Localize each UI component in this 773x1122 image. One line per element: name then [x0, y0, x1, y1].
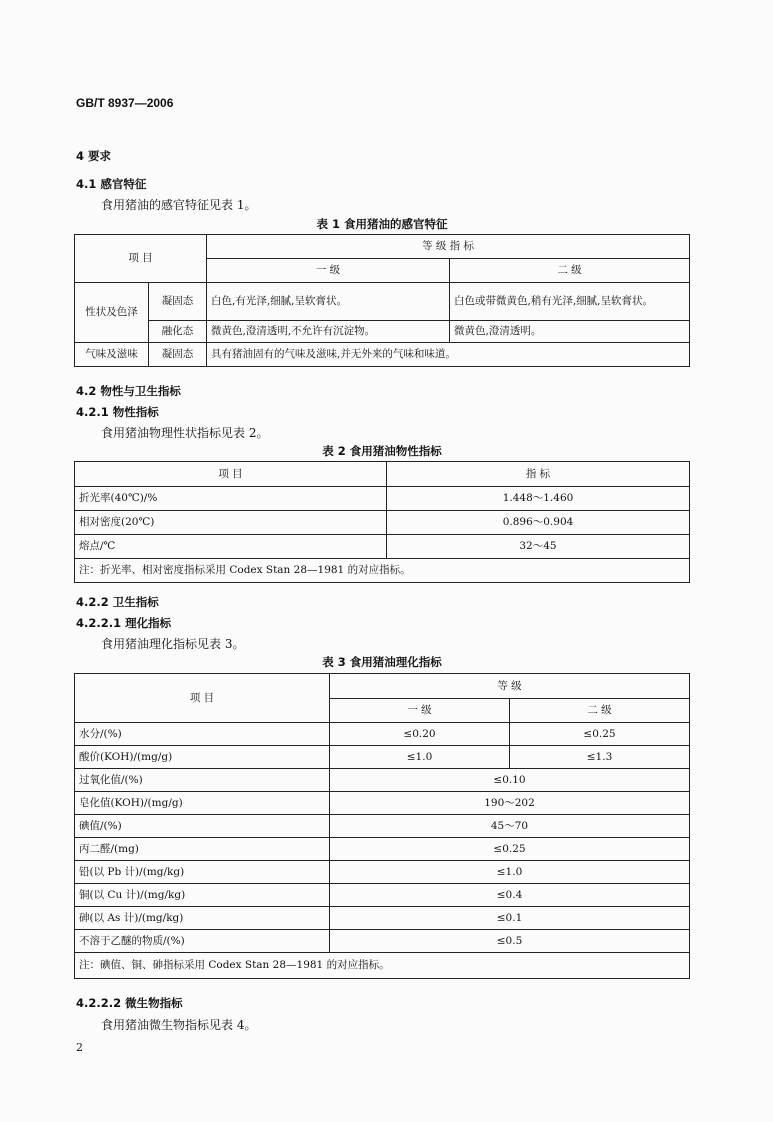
table-1-cell: 白色或带微黄色,稍有光泽,细腻,呈软膏状。 — [450, 283, 690, 321]
table-2-head-item: 项 目 — [75, 462, 387, 487]
table-2-item: 相对密度(20℃) — [75, 511, 387, 535]
table-3-item: 水分/(%) — [75, 723, 330, 746]
section-4-2-2-2-title: 4.2.2.2 微生物指标 — [76, 996, 183, 1010]
table-3-item: 过氧化值/(%) — [75, 769, 330, 792]
table-2-note: 注：折光率、相对密度指标采用 Codex Stan 28—1981 的对应指标。 — [75, 559, 690, 583]
table-1-state: 凝固态 — [149, 283, 207, 321]
table-2-caption: 表 2 食用猪油物性指标 — [322, 444, 442, 458]
table-3-head-grade1: 一 级 — [330, 699, 510, 723]
table-3-value: ≤0.5 — [330, 930, 690, 953]
table-3-value: ≤0.25 — [330, 838, 690, 861]
table-3-item: 不溶于乙醚的物质/(%) — [75, 930, 330, 953]
table-1-state: 融化态 — [149, 321, 207, 343]
section-4-title: 4 要求 — [76, 149, 112, 163]
table-3 — [74, 673, 690, 979]
table-1-state: 凝固态 — [149, 343, 207, 367]
table-2-value: 0.896～0.904 — [387, 511, 690, 535]
page-number: 2 — [76, 1041, 83, 1054]
table-1-caption: 表 1 食用猪油的感官特征 — [316, 217, 448, 231]
table-2-head-value: 指 标 — [387, 462, 690, 487]
section-4-2-1-intro: 食用猪油物理性状指标见表 2。 — [101, 426, 269, 440]
table-1-group-odor: 气味及滋味 — [75, 343, 149, 367]
table-3-value: 45～70 — [330, 815, 690, 838]
table-3-value: ≤0.4 — [330, 884, 690, 907]
table-1-cell: 白色,有光泽,细腻,呈软膏状。 — [207, 283, 450, 321]
table-3-value: ≤1.0 — [330, 746, 510, 769]
table-2-item: 折光率(40℃)/% — [75, 487, 387, 511]
table-3-item: 酸价(KOH)/(mg/g) — [75, 746, 330, 769]
section-4-2-1-title: 4.2.1 物性指标 — [76, 405, 159, 419]
section-4-2-title: 4.2 物性与卫生指标 — [76, 384, 181, 398]
section-4-1-title: 4.1 感官特征 — [76, 177, 147, 191]
table-1-head-grade: 等 级 指 标 — [207, 235, 690, 259]
table-1-head-grade1: 一 级 — [207, 259, 450, 283]
standard-code: GB/T 8937—2006 — [76, 96, 174, 110]
table-1 — [74, 234, 690, 367]
table-2-item: 熔点/℃ — [75, 535, 387, 559]
table-2-value: 1.448～1.460 — [387, 487, 690, 511]
table-3-head-item: 项 目 — [75, 674, 330, 723]
table-3-value: 190～202 — [330, 792, 690, 815]
table-3-value: ≤0.20 — [330, 723, 510, 746]
table-1-group-appearance: 性状及色泽 — [75, 283, 149, 343]
table-3-item: 砷(以 As 计)/(mg/kg) — [75, 907, 330, 930]
table-3-head-grade: 等 级 — [330, 674, 690, 699]
table-2 — [74, 461, 690, 583]
section-4-2-2-title: 4.2.2 卫生指标 — [76, 595, 159, 609]
table-1-cell: 微黄色,澄清透明,不允许有沉淀物。 — [207, 321, 450, 343]
table-1-cell: 具有猪油固有的气味及滋味,并无外来的气味和味道。 — [207, 343, 690, 367]
table-3-head-grade2: 二 级 — [510, 699, 690, 723]
table-3-item: 铜(以 Cu 计)/(mg/kg) — [75, 884, 330, 907]
table-3-item: 丙二醛/(mg) — [75, 838, 330, 861]
table-1-head-grade2: 二 级 — [450, 259, 690, 283]
table-1-head-item: 项 目 — [75, 235, 207, 283]
table-3-value: ≤0.25 — [510, 723, 690, 746]
table-3-item: 碘值/(%) — [75, 815, 330, 838]
table-3-item: 皂化值(KOH)/(mg/g) — [75, 792, 330, 815]
table-2-value: 32～45 — [387, 535, 690, 559]
table-3-caption: 表 3 食用猪油理化指标 — [322, 655, 442, 669]
table-3-value: ≤1.0 — [330, 861, 690, 884]
section-4-2-2-1-title: 4.2.2.1 理化指标 — [76, 616, 172, 630]
table-1-cell: 微黄色,澄清透明。 — [450, 321, 690, 343]
table-3-value: ≤1.3 — [510, 746, 690, 769]
section-4-1-intro: 食用猪油的感官特征见表 1。 — [101, 198, 257, 212]
table-3-value: ≤0.1 — [330, 907, 690, 930]
table-3-note: 注：碘值、铜、砷指标采用 Codex Stan 28—1981 的对应指标。 — [75, 953, 690, 979]
section-4-2-2-1-intro: 食用猪油理化指标见表 3。 — [101, 637, 245, 651]
table-3-item: 铅(以 Pb 计)/(mg/kg) — [75, 861, 330, 884]
table-3-value: ≤0.10 — [330, 769, 690, 792]
section-4-2-2-2-intro: 食用猪油微生物指标见表 4。 — [101, 1018, 257, 1032]
